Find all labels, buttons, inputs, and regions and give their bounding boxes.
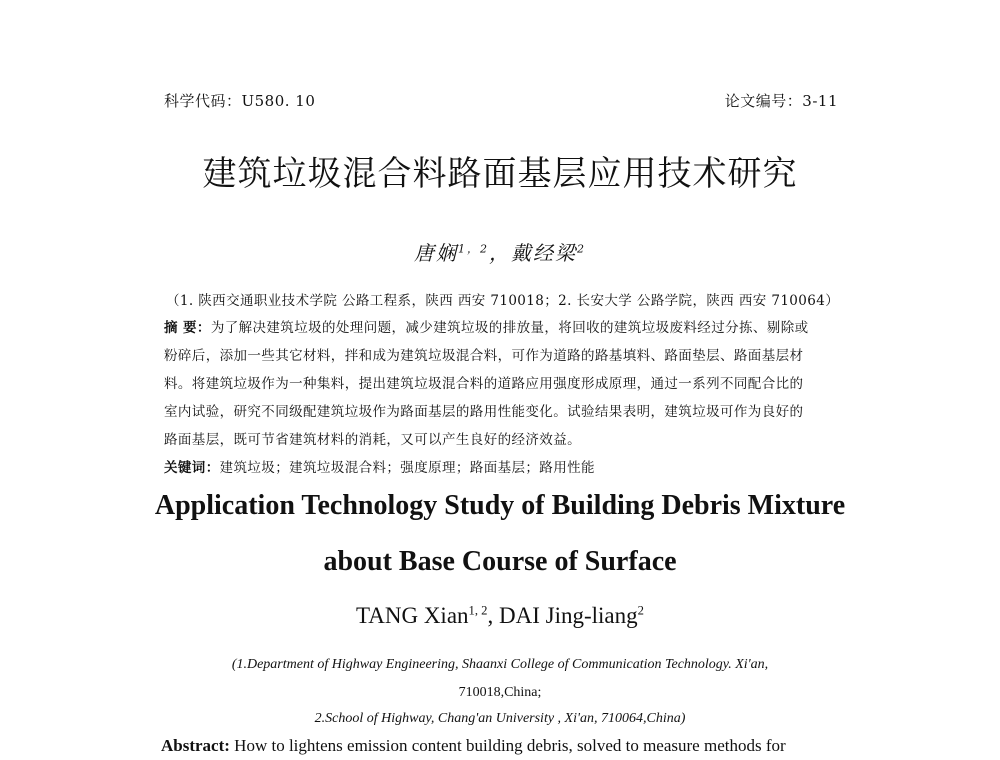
- cn-author-2-sup: 2: [577, 242, 586, 256]
- en-author-1: TANG Xian: [356, 603, 469, 628]
- cn-abstract-line-4: 室内试验，研究不同级配建筑垃圾作为路面基层的路用性能变化。试验结果表明，建筑垃圾可作为良好的: [164, 404, 804, 420]
- en-abstract-label: Abstract:: [161, 736, 230, 755]
- cn-abstract-line-5: 路面基层，既可节省建筑材料的消耗，又可以产生良好的经济效益。: [164, 432, 581, 448]
- class-code: 科学代码：U580. 10: [164, 92, 316, 110]
- english-affiliation-line-3: 2.School of Highway, Chang'an University , Xi'an, 710064,China): [314, 711, 686, 726]
- cn-keywords-label: 关键词：: [164, 460, 220, 476]
- cn-author-1: 唐娴: [414, 241, 458, 265]
- cn-abstract-line-2: 粉碎后，添加一些其它材料，拌和成为建筑垃圾混合料，可作为道路的路基填料、路面垫层、路面基层材: [164, 348, 804, 364]
- chinese-affiliation: （1. 陕西交通职业技术学院 公路工程系，陕西 西安 710018；2. 长安大学 公路学院，陕西 西安 710064）: [166, 293, 840, 309]
- en-author-sep: ,: [487, 603, 499, 628]
- cn-author-2: 戴经梁: [511, 241, 577, 265]
- cn-abstract-text-1: 为了解决建筑垃圾的处理问题，减少建筑垃圾的排放量，将回收的建筑垃圾废料经过分拣、剔除或: [210, 320, 809, 336]
- cn-abstract-line-1: [164, 316, 809, 336]
- cn-keywords-text: 建筑垃圾；建筑垃圾混合料；强度原理；路面基层；路用性能: [219, 460, 595, 476]
- chinese-authors: [0, 237, 1000, 266]
- en-author-2-sup: 2: [637, 603, 644, 618]
- cn-author-sep: ，: [489, 241, 511, 265]
- cn-author-1-sup: 1，2: [458, 242, 489, 256]
- en-author-1-sup: 1, 2: [468, 603, 488, 618]
- en-author-2: DAI Jing-liang: [499, 603, 638, 628]
- english-abstract: [161, 736, 786, 756]
- english-affiliation-line-2: 710018,China;: [458, 685, 542, 700]
- chinese-title: 建筑垃圾混合料路面基层应用技术研究: [202, 154, 798, 194]
- en-abstract-text: How to lightens emission content building debris, solved to measure methods for: [229, 736, 786, 755]
- english-affiliation-line-1: (1.Department of Highway Engineering, Shaanxi College of Communication Technology. Xi'an,: [231, 657, 769, 672]
- cn-abstract-line-3: 料。将建筑垃圾作为一种集料，提出建筑垃圾混合料的道路应用强度形成原理，通过一系列不同配合比的: [164, 376, 804, 392]
- english-authors: [0, 603, 1000, 629]
- english-title-line-1: Application Technology Study of Building Debris Mixture: [154, 490, 846, 521]
- english-title-line-2: about Base Course of Surface: [323, 546, 677, 577]
- cn-keywords: [164, 456, 595, 476]
- paper-number: 论文编号：3-11: [724, 92, 838, 110]
- cn-abstract-label: 摘 要：: [164, 320, 211, 336]
